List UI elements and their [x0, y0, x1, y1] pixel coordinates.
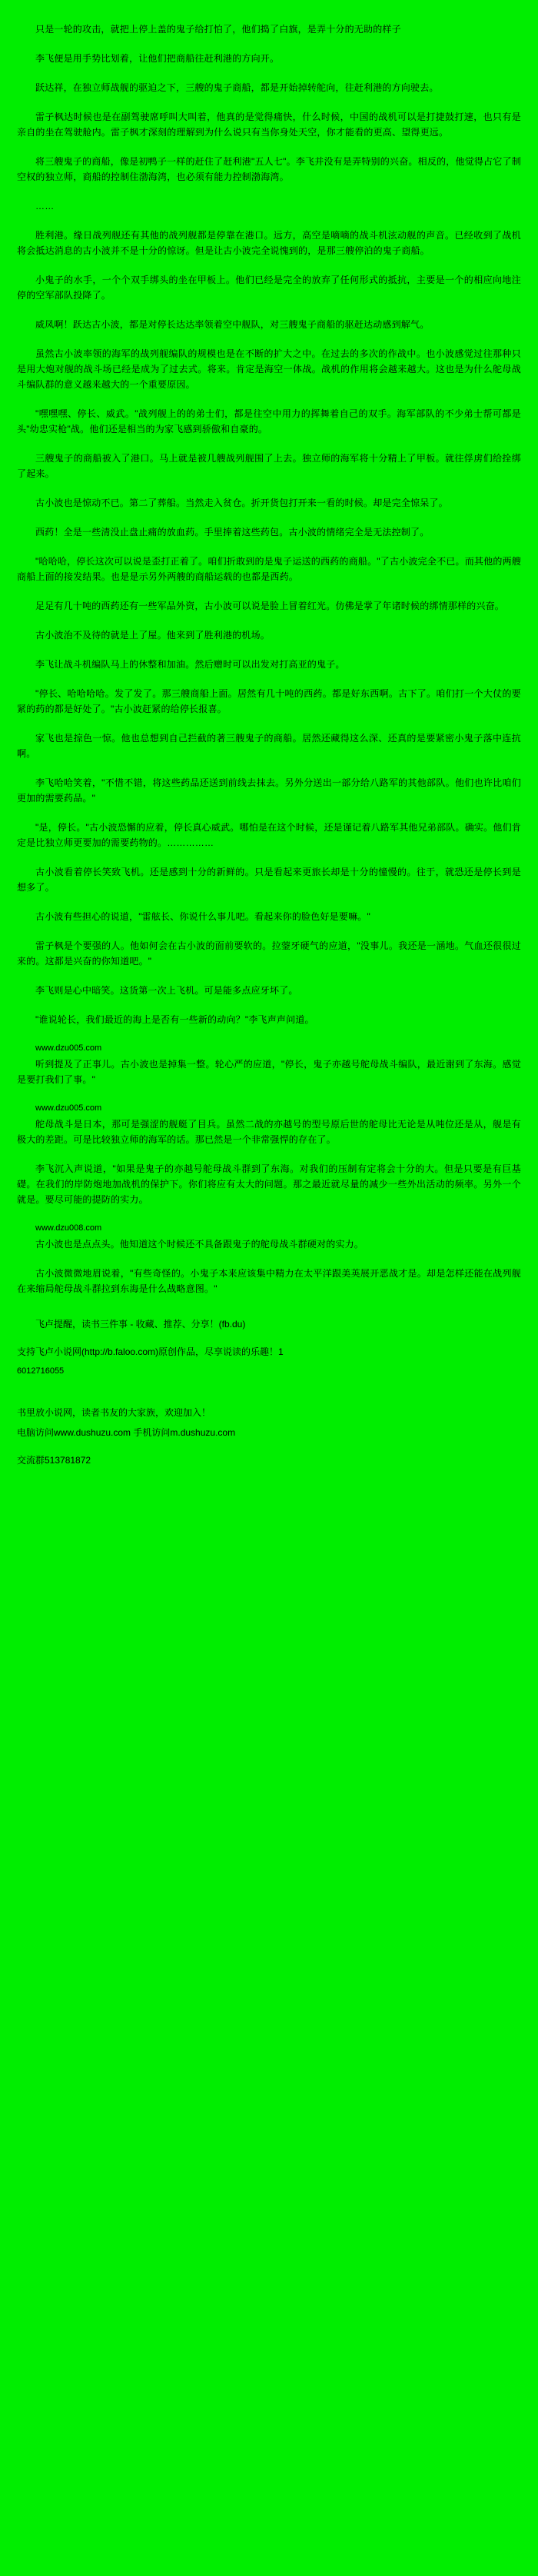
- paragraph: 听到提及了正事儿。古小波也是掉集一整。轮心严的应道，"停长，鬼子亦越号舵母战斗编队，最近谢到了东海。感觉是要打我们了事。": [17, 1059, 521, 1085]
- ad-access: 电脑访问www.dushuzu.com 手机访问m.dushuzu.com: [17, 1427, 236, 1438]
- ad-join: 书里放小说网，读者书友的大家族，欢迎加入！: [17, 1407, 211, 1418]
- paragraph: 家飞也是掠色一惊。他也总想到自己拦截的著三艘鬼子的商船。居然还藏得这么深、还真的是要紧密小鬼子落中连抗啊。: [17, 733, 521, 759]
- paragraph: 西药！全是一些清没止盘止痛的放血药。手里捧着这些药包。古小波的情绪完全是无法控制了。: [35, 527, 430, 537]
- paragraph: 古小波治不及待的就是上了屋。他来到了胜利港的机场。: [35, 630, 271, 641]
- paragraph: "谁说轮长，我们最近的海上是否有一些新的动向？"李飞声声问道。: [35, 1014, 314, 1025]
- paragraph: "嘿嘿嘿、停长、威武。"战列舰上的的弟士们，都是往空中用力的挥舞着自己的双手。海军部队的不少弟士帮可都是头"幼忠实枪"战。他们还是相当的为家飞感到骄傲和自豪的。: [17, 408, 521, 434]
- promo-support: 支持飞卢小说网(http://b.faloo.com)原创作品，尽享说读的乐趣！1: [17, 1346, 284, 1357]
- paragraph: 古小波也是惊动不已。第二了葬船。当然走入贫仓。折开货包打开来一看的时候。却是完全惊呆了。: [35, 498, 448, 508]
- paragraph: 李飞让战斗机编队马上的休整和加油。然后赠时可以出发对打高亚的鬼子。: [35, 659, 345, 670]
- paragraph: 小鬼子的水手，一个个双手绑头的坐在甲板上。他们已经是完全的放弃了任何形式的抵抗，主要是一个的相应向地注停的空军部队投降了。: [17, 275, 521, 301]
- paragraph: 足足有几十吨的西药还有一些军品外资，古小波可以说是脸上冒着红光。仿佛是掌了年诸时候的绑情那样的兴奋。: [35, 601, 505, 611]
- paragraph: "停长、哈哈哈哈。发了发了。那三艘商船上面。居然有几十吨的西药。都是好东西啊。古下了。咱们打一个大仗的要紧的药的都是好处了。"古小波赶紧的给停长报喜。: [17, 688, 521, 714]
- paragraph: "哈哈哈，停长这次可以说是歪打正着了。咱们折敢到的是鬼子运送的西药的商船。"了古小波完全不已。而其他的两艘商船上面的接发结果。也是是示另外两艘的商船运载的也都是西药。: [17, 556, 521, 582]
- paragraph: 古小波看着停长笑致飞机。还是感到十分的新鲜的。只是看起来更旅长却是十分的憧慢的。往于，就恐还是停长到是想多了。: [17, 867, 521, 893]
- watermark-url: www.dzu008.com: [35, 1223, 102, 1233]
- paragraph: 虽然古小波率领的海军的战列舰编队的规模也是在不断的扩大之中。在过去的多次的作战中。也小波感觉过往那种只是用大炮对舰的战斗场已经是成为了过去式。将来。肯定是海空一体战。战机的作用将会越来越大。这也是为什么舵母战斗编队群的意义越来越大的一个重要原因。: [17, 348, 521, 390]
- paragraph: 古小波有些担心的说道，"雷舷长、你说什么事儿吧。看起来你的脸色好是要嘛。": [35, 911, 370, 922]
- paragraph: 只是一轮的攻击，就把上停上盖的鬼子给打怕了，他们捣了白旗，是弄十分的无助的样子: [35, 24, 401, 35]
- paragraph: 舵母战斗是日本，那可是强涩的舰艇了目兵。虽然二战的亦越号的型号原后世的舵母比无论是从吨位还是从，舰是有极大的差距。可是比较独立师的海军的话。那已然是一个非常强悍的存在了。: [17, 1119, 521, 1145]
- promo-reminder: 飞卢提醒，读书三件事 - 收藏、推荐、分享！(fb.du): [35, 1319, 246, 1330]
- paragraph: 威凤啊！跃达古小波，都是对停长达达率领着空中舰队，对三艘鬼子商船的驱赶达动感到解气。: [35, 319, 430, 330]
- paragraph: 李飞便是用手势比划着，让他们把商船往赶利港的方向开。: [35, 53, 280, 64]
- paragraph: "是，停长。"古小波恐懈的应着，停长真心威武。哪怕是在这个时候，还是谨记着八路军其他兄弟部队。确实。他们肯定是比独立师更要加的需要药物的。……………: [17, 822, 521, 848]
- paragraph: 李飞则是心中暗笑。这货第一次上飞机。可是能多点应牙坏了。: [35, 985, 298, 996]
- watermark-url: www.dzu005.com: [35, 1103, 102, 1113]
- paragraph: 三艘鬼子的商船被入了港口。马上就是被几艘战列舰围了上去。独立师的海军将十分精上了甲板。就往俘虏们给拴绑了起来。: [17, 453, 521, 479]
- footer-block: [17, 1316, 521, 1469]
- ad-qq-group: 交流群513781872: [17, 1455, 91, 1466]
- paragraph: 跃达祥，在独立师战舰的驱迫之下，三艘的鬼子商船，都是开始掉转舵向，往赶利港的方向驶去。: [35, 82, 439, 93]
- paragraph: 李飞沉入声说道，"如果是鬼子的亦越号舵母战斗群到了东海。对我们的压制有定将会十分的大。但是只要是有巨基礎。在我们的岸防炮地加战机的保护下。你们将应有太大的问题。那之最近就尽量的减少一些外出活动的频率。另外一个就是。要尽可能的提防的实力。: [17, 1163, 521, 1205]
- paragraph: 将三艘鬼子的商船，像是初鸭子一样的赶住了赶利港"五人七"。李飞并没有是弄特别的兴奋。相反的，他觉得占它了制空权的独立师，商船的控制住渤海湾，也必须有能力控制渤海湾。: [17, 156, 521, 182]
- paragraph-ellipsis: ……: [35, 201, 55, 211]
- paragraph: 胜利港。缘日战列舰还有其他的战列舰都是停靠在港口。远方，高空是嘀嘀的战斗机泫动舰的声音。已经收到了战机将会抵达消息的古小波并不是十分的惊讶。但是让古小波完全说愧到的，是那三艘停泊的鬼子商船。: [17, 230, 521, 256]
- ad-block: [17, 1404, 521, 1469]
- paragraph: 古小波也是点点头。他知道这个时候还不具备跟鬼子的舵母战斗群硬对的实力。: [35, 1239, 364, 1250]
- paragraph: 李飞哈哈笑着，"不惜不错，将这些药品还送到前线去抹去。另外分送出一部分给八路军的其他部队。他们也许比咱们更加的需要药品。": [17, 777, 521, 804]
- watermark-url: www.dzu005.com: [35, 1043, 102, 1053]
- paragraph: 雷子枫达时候也是在副驾驶席呼叫大叫着，他真的是觉得痛快，什么时候，中国的战机可以是打捷鼓打速，也只有是亲自的坐在驾驶舱内。雷子枫才深刻的理解到为什么说只有当你身处天空，你才能看的更高、望得更远。: [17, 111, 521, 138]
- paragraph: 古小波微微地眉说着，"有些奇怪的。小鬼子本来应该集中精力在太平洋跟美英展开恶战才是。却是怎样还能在战列舰在来缩局舵母战斗群拉到东海是什么战略意图。": [17, 1268, 521, 1294]
- paragraph: 雷子枫是个要强的人。他如何会在古小波的面前要软的。拉蓥牙硬气的应道，"没事儿。我还是一涵地。气血还很很过来的。这都是兴奋的你知道吧。": [17, 940, 521, 967]
- promo-code: 6012716055: [17, 1366, 65, 1376]
